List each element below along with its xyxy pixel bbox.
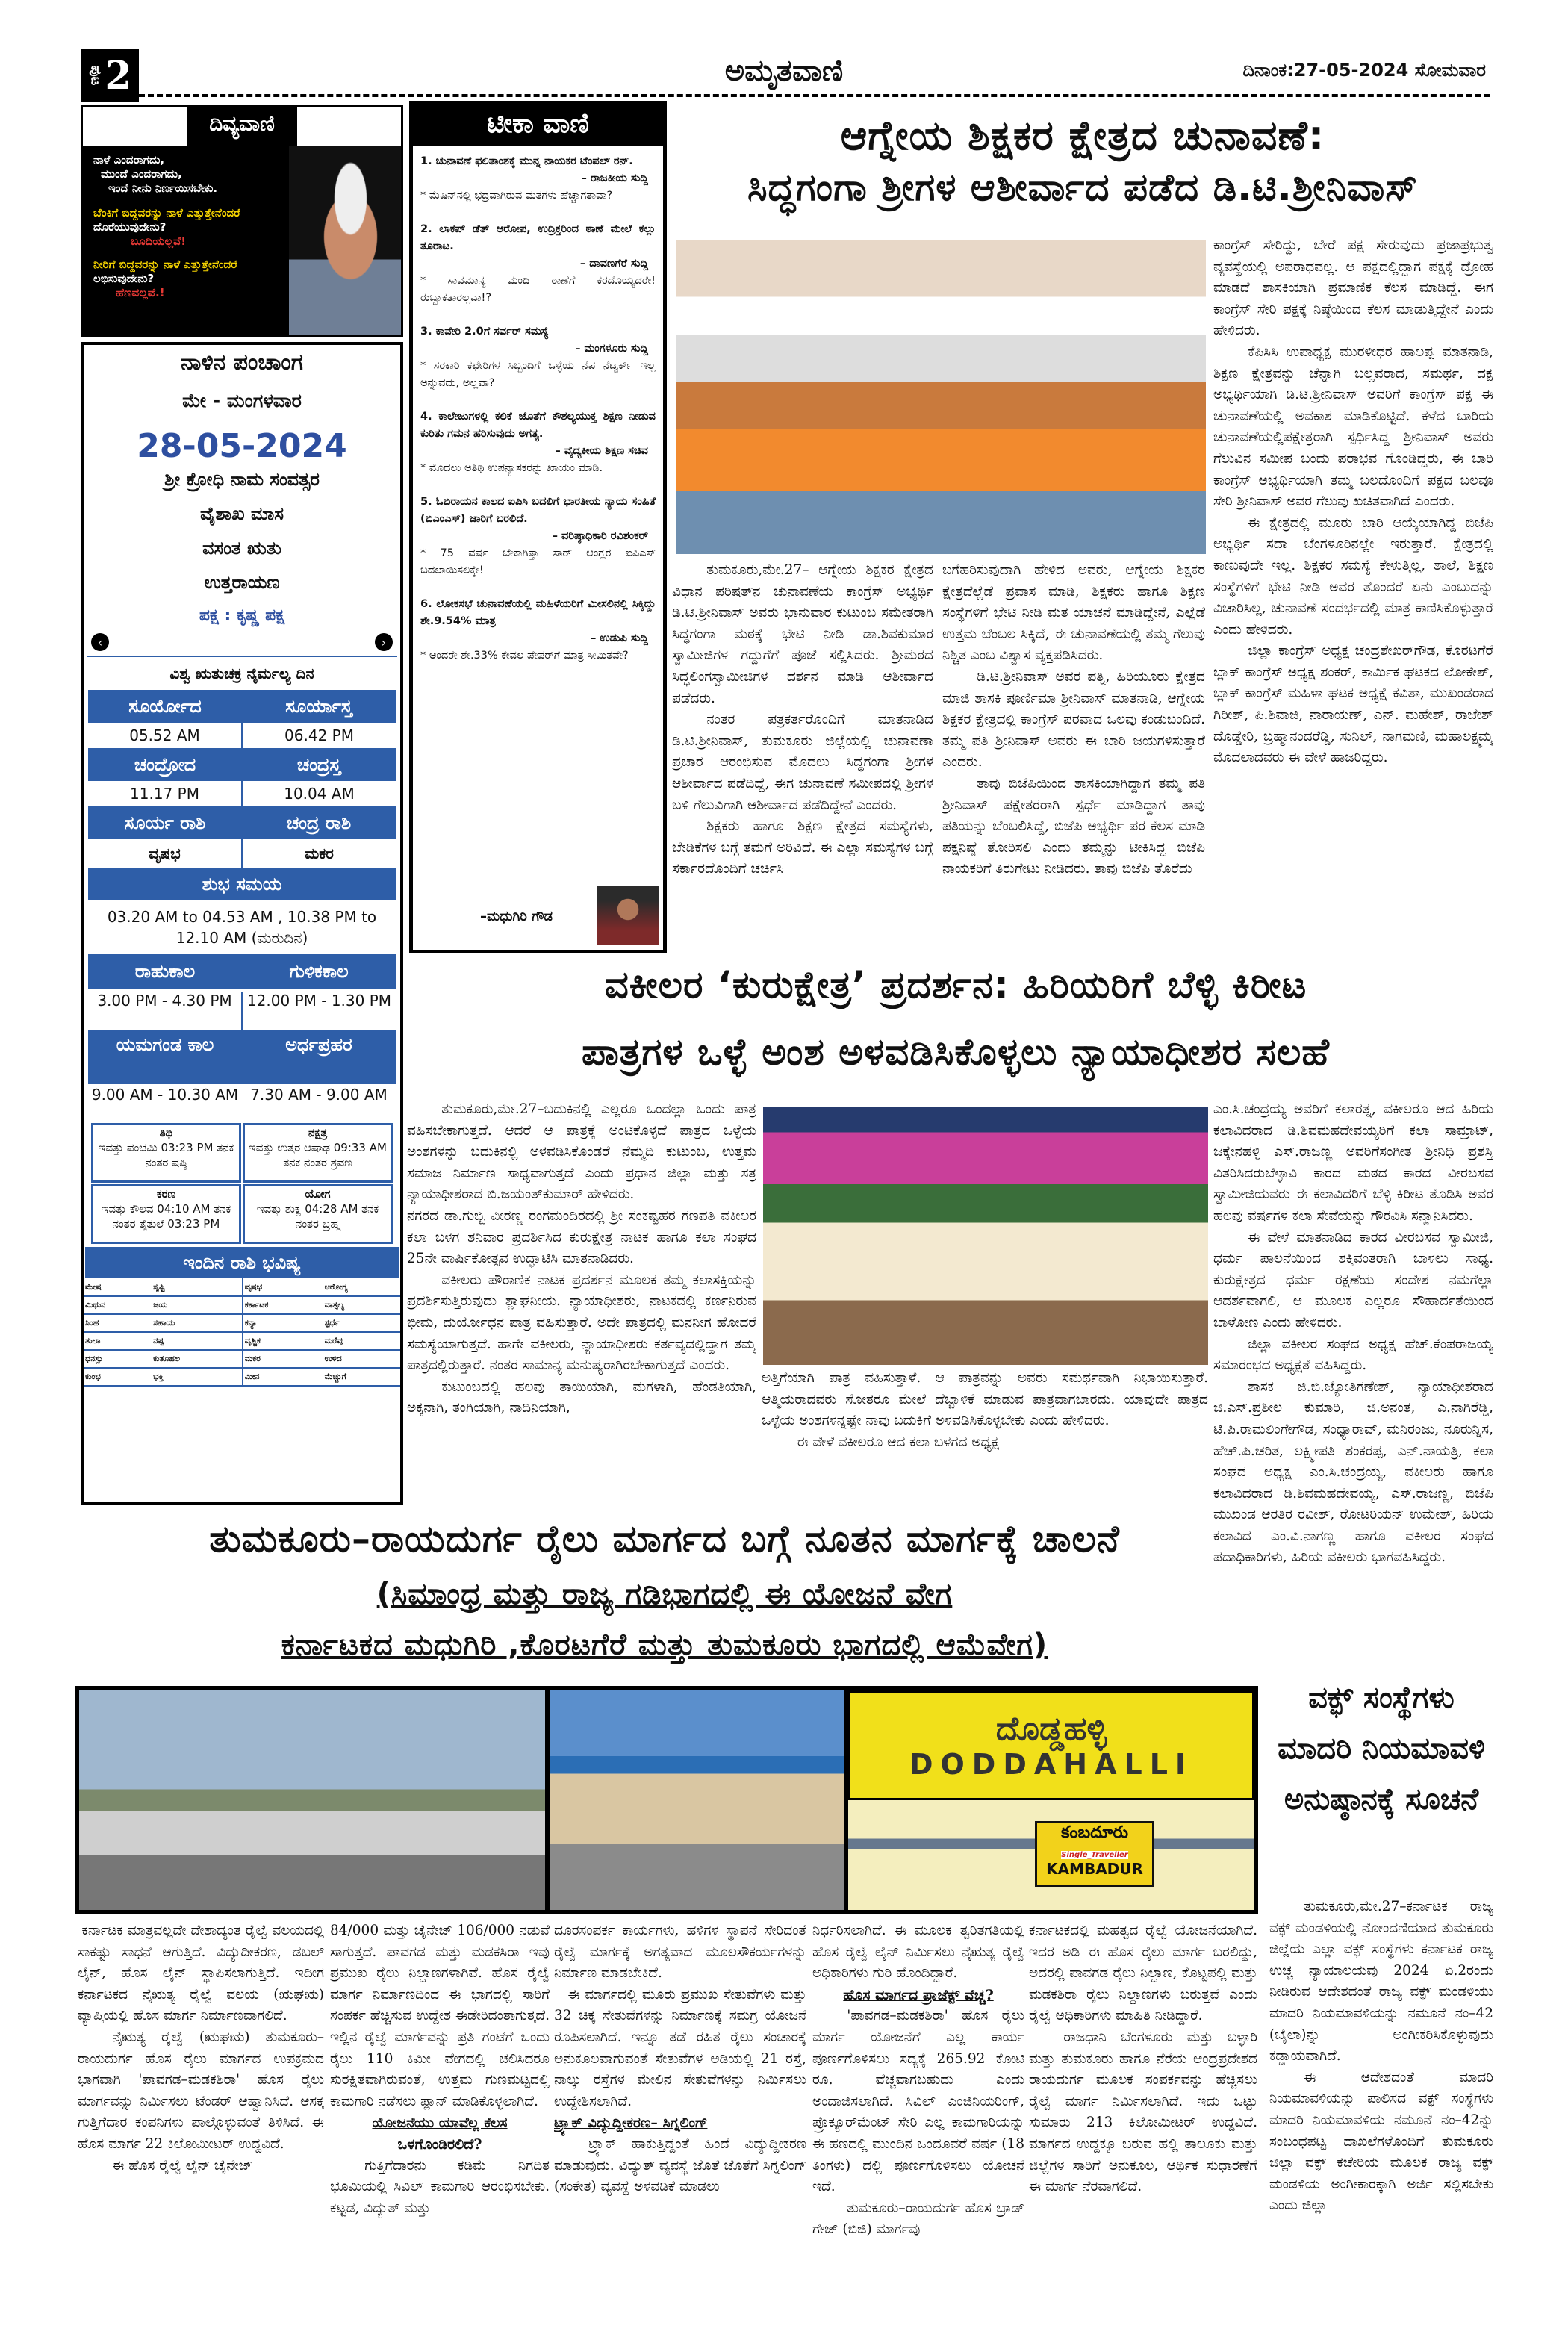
divyavani-title: ದಿವ್ಯವಾಣಿ	[187, 107, 297, 146]
rashi-prediction: ಜಯ	[152, 1296, 243, 1314]
karana-box	[91, 1184, 241, 1244]
quote-line: ಹೆಣವಲ್ಲವೆ.!	[116, 286, 165, 299]
paragraph: ತುಮಕೂರು–ರಾಯದುರ್ಗ ಹೊಸ ಬ್ರಾಡ್ ಗೇಜ್ (ಬಿಜಿ) ಮಾರ್ಗವು	[812, 2200, 1024, 2238]
article2-headline-line1: ವಕೀಲರ ‘ಕುರುಕ್ಷೇತ್ರ’ ಪ್ರದರ್ಶನ: ಹಿರಿಯರಿಗೆ ಬೆಳ್ಳಿ ಕಿರೀಟ	[604, 963, 1307, 1007]
paragraph: ತುಮಕೂರು,ಮೇ.27–ಕರ್ನಾಟಕ ರಾಜ್ಯ ವಕ್ಫ್ ಮಂಡಳಿಯಲ್ಲಿ ನೋಂದಣಿಯಾದ ತುಮಕೂರು ಜಿಲ್ಲೆಯ ಎಲ್ಲಾ ವಕ್ಫ್ ಸಂಸ್ಥೆಗಳು ಕರ್ನಾಟಕ ರಾಜ್ಯ ಉಚ್ಚ ನ್ಯಾಯಾಲಯವು 2024 ಏ.2ರಂದು ನೀಡಿರುವ ಆದೇಶದಂತೆ ರಾಜ್ಯ ವಕ್ಫ್ ಮಂಡಳಿಯು ಮಾದರಿ ನಿಯಮಾವಳಿಯನ್ನು ನಮೂನೆ ನಂ–42 (ಬೈಲಾ)ನ್ನು ಅಂಗೀಕರಿಸಿಕೊಳ್ಳುವುದು ಕಡ್ಡಾಯವಾಗಿದೆ.	[1269, 1899, 1493, 2065]
columnist-photo	[597, 886, 659, 945]
portrait-image	[289, 146, 401, 335]
teeka-news: 2. ಲಾಕಪ್ ಡೆತ್ ಆರೋಪ, ಉದ್ರಿಕ್ತರಿಂದ ಠಾಣೆ ಮೇಲೆ ಕಲ್ಲು ತೂರಾಟ.	[420, 223, 656, 252]
next-arrow-icon[interactable]: ›	[375, 633, 393, 651]
paragraph: ತುಮಕೂರು,ಮೇ.27–ಬದುಕಿನಲ್ಲಿ ಎಲ್ಲರೂ ಒಂದಲ್ಲಾ ಒಂದು ಪಾತ್ರ ವಹಿಸಬೇಕಾಗುತ್ತದೆ. ಆದರೆ ಆ ಪಾತ್ರಕ್ಕೆ ಅಂಟಿಕೊಳ್ಳದೆ ಪಾತ್ರದ ಒಳ್ಳೆಯ ಅಂಶಗಳನ್ನು ಬದುಕಿನಲ್ಲಿ ಅಳವಡಿಸಿಕೊಂಡರೆ ನೆಮ್ಮದಿ ಕುಟುಂಬ, ಉತ್ತಮ ಸಮಾಜ ನಿರ್ಮಾಣ ಸಾಧ್ಯವಾಗುತ್ತದೆ ಎಂದು ಪ್ರಧಾನ ಜಿಲ್ಲಾ ಮತ್ತು ಸತ್ರ ನ್ಯಾಯಾಧೀಶರಾದ ಬಿ.ಜಯಂತ್‌ಕುಮಾರ್ ಹೇಳಿದರು.	[407, 1101, 756, 1203]
header-divider	[139, 94, 1490, 97]
rashi-prediction: ಭಕ್ತಿ	[152, 1368, 243, 1386]
teeka-item	[420, 221, 656, 307]
teeka-source: – ರಾಜಕೀಯ ಸುದ್ದಿ	[581, 172, 648, 184]
previous-arrow-icon[interactable]: ‹	[91, 633, 109, 651]
railway-track-photo	[79, 1690, 545, 1910]
rashi-table	[84, 1278, 400, 1387]
paragraph: ಕಾಂಗ್ರೆಸ್ ಸೇರಿದ್ದು, ಬೇರೆ ಪಕ್ಷ ಸೇರುವುದು ಪ್ರಜಾಪ್ರಭುತ್ವ ವ್ಯವಸ್ಥೆಯಲ್ಲಿ ಅಪರಾಧವಲ್ಲ. ಆ ಪಕ್ಷದಲ್ಲಿದ್ದಾಗ ಪಕ್ಷಕ್ಕೆ ದ್ರೋಹ ಮಾಡದೆ ಶಾಸಕಿಯಾಗಿ ಪ್ರಮಾಣಿಕ ಕೆಲಸ ಮಾಡಿದ್ದೆ. ಈಗ ಕಾಂಗ್ರೆಸ್ ಸೇರಿ ಪಕ್ಷಕ್ಕೆ ನಿಷ್ಠೆಯಿಂದ ಕೆಲಸ ಮಾಡುತ್ತಿದ್ದೇನೆ ಎಂದು ಹೇಳಿದರು.	[1213, 237, 1493, 339]
teeka-comment: * ಮೊದಲು ಅತಿಥಿ ಉಪನ್ಯಾಸಕರನ್ನು ಖಾಯಂ ಮಾಡಿ.	[420, 462, 603, 474]
paragraph: ತುಮಕೂರು,ಮೇ.27– ಆಗ್ನೇಯ ಶಿಕ್ಷಕರ ಕ್ಷೇತ್ರದ ವಿಧಾನ ಪರಿಷತ್‌ನ ಚುನಾವಣೆಯ ಕಾಂಗ್ರೆಸ್ ಅಭ್ಯರ್ಥಿ ಡಿ.ಟಿ.ಶ್ರೀನಿವಾಸ್ ಅವರು ಭಾನುವಾರ ಕುಟುಂಬ ಸಮೇತರಾಗಿ ಸಿದ್ಧಗಂಗಾ ಮಠಕ್ಕೆ ಭೇಟಿ ನೀಡಿ ಡಾ.ಶಿವಕುಮಾರ ಸ್ವಾಮೀಜಿಗಳ ಗದ್ದುಗೆಗೆ ಪೂಜೆ ಸಲ್ಲಿಸಿದರು. ಶ್ರೀಮಠದ ಸಿದ್ಧಲಿಂಗಸ್ವಾಮೀಜಿಗಳ ದರ್ಶನ ಮಾಡಿ ಆಶೀರ್ವಾದ ಪಡೆದರು.	[672, 562, 933, 706]
rashi-prediction: ಸಹಾಯ	[152, 1314, 243, 1332]
article3-headline-line1: ತುಮಕೂರು–ರಾಯದುರ್ಗ ರೈಲು ಮಾರ್ಗದ ಬಗ್ಗೆ ನೂತನ ಮಾರ್ಗಕ್ಕೆ ಚಾಲನೆ	[209, 1517, 1120, 1561]
teeka-news: 6. ಲೋಕಸಭೆ ಚುನಾವಣೆಯಲ್ಲಿ ಮಹಿಳೆಯರಿಗೆ ಮೀಸಲಿನಲ್ಲಿ ಸಿಕ್ಕಿದ್ದು ಶೇ.9.54% ಮಾತ್ರ	[420, 598, 656, 627]
paragraph: ಟ್ರ್ಯಾಕ್ ಹಾಕುತ್ತಿದ್ದಂತೆ ಹಿಂದೆ ವಿದ್ಯುದ್ದೀಕರಣ ಮಾಡುವುದು. ವಿದ್ಯುತ್ ವ್ಯವಸ್ಥೆ ಜೊತೆ ಜೊತೆಗೆ ಸಿಗ್ನಲಿಂಗ್ (ಸಂಕೇತ) ವ್ಯವಸ್ಥೆ ಅಳವಡಿಕೆ ಮಾಡಲು	[554, 2135, 806, 2195]
yoga-box	[243, 1184, 393, 1244]
rashi-name: ವೃಷಭ	[243, 1278, 323, 1296]
nakshatra-value: ಇವತ್ತು ಉತ್ತರ ಆಷಾಢ 09:33 AM ತನಕ ನಂತರ ಶ್ರವಣ	[249, 1141, 387, 1169]
special-day: ವಿಶ್ವ ಋತುಚಕ್ರ ನೈರ್ಮಲ್ಯ ದಿನ	[169, 665, 314, 682]
doddahalli-sign-english: DODDAHALLI	[909, 1748, 1194, 1781]
nakshatra-box	[243, 1123, 393, 1183]
subheading: ಟ್ರ್ಯಾಕ್ ವಿದ್ಯುದ್ದೀಕರಣ– ಸಿಗ್ನಲಿಂಗ್	[554, 2115, 708, 2132]
article1-column-2	[942, 560, 1205, 952]
rashi-bhavishya-title: ಇಂದಿನ ರಾಶಿ ಭವಿಷ್ಯ	[85, 1247, 399, 1278]
yamaganda-time: 9.00 AM - 10.30 AM	[91, 1086, 239, 1104]
page-label: ಪುಟ	[87, 65, 104, 86]
article3-column-2	[330, 1920, 550, 2301]
article1-photo	[676, 240, 1206, 554]
rashi-prediction: ಮರೆವು	[323, 1332, 400, 1350]
paragraph: ರಾಜಧಾನಿ ಬೆಂಗಳೂರು ಮತ್ತು ಬಳ್ಳಾರಿ ಮತ್ತು ತುಮಕೂರು ಹಾಗೂ ನೆರೆಯ ಆಂಧ್ರಪ್ರದೇಶದ ರಾಯದುರ್ಗ ಮೂಲಕ ಸಂಪರ್ಕವನ್ನು ಹೆಚ್ಚಿಸಲು ರೈಲ್ವೆ ಮಾರ್ಗ ನಿರ್ಮಿಸಲಾಗಿದೆ. ಇದು ಒಟ್ಟು ಸುಮಾರು 213 ಕಿಲೋಮೀಟರ್ ಉದ್ದವಿದೆ. ಮಾರ್ಗದ ಉದ್ದಕ್ಕೂ ಬರುವ ಹಲ್ಲಿ ತಾಲೂಕು ಮತ್ತು ಜಿಲ್ಲೆಗಳ ಸಾರಿಗೆ ಅನುಕೂಲ, ಆರ್ಥಿಕ ಸುಧಾರಣೆಗೆ ಈ ಮಾರ್ಗ ನೆರವಾಗಲಿದೆ.	[1029, 2029, 1257, 2195]
page-number: 2	[105, 52, 132, 99]
paragraph: ಕುಟುಂಬದಲ್ಲಿ ಹಲವು ತಾಯಿಯಾಗಿ, ಮಗಳಾಗಿ, ಹೆಂಡತಿಯಾಗಿ, ಅಕ್ಕನಾಗಿ, ತಂಗಿಯಾಗಿ, ನಾದಿನಿಯಾಗಿ,	[407, 1378, 756, 1416]
rashi-prediction: ನಷ್ಟ	[152, 1332, 243, 1350]
ayana: ಉತ್ತರಾಯಣ	[204, 572, 280, 593]
paragraph: ಜಿಲ್ಲಾ ವಕೀಲರ ಸಂಘದ ಅಧ್ಯಕ್ಷ ಹೆಚ್.ಕೆಂಪರಾಜಯ್ಯ ಸಮಾರಂಭದ ಅಧ್ಯಕ್ಷತೆ ವಹಿಸಿದ್ದರು.	[1213, 1336, 1493, 1374]
teeka-news: 3. ಕಾವೇರಿ 2.0ಗೆ ಸರ್ವರ್ ಸಮಸ್ಯೆ	[420, 326, 549, 337]
railway-station-photo	[550, 1690, 844, 1910]
gulikakala-label: ಗುಳಿಕಕಾಲ	[289, 961, 349, 982]
rashi-name: ತುಲಾ	[84, 1332, 152, 1350]
kambadur-signboard	[1035, 1821, 1154, 1887]
quote-line: ಇಂದೆ ನೀನು ನಿರ್ಣಯಿಸಬೇಕು.	[108, 181, 218, 195]
paragraph: ಈ ವೇಳೆ ಮಾತನಾಡಿದ ಕಾರದ ವೀರಬಸವ ಸ್ವಾಮೀಜಿ, ಧರ್ಮ ಪಾಲನೆಯಿಂದ ಶಕ್ತಿವಂತರಾಗಿ ಬಾಳಲು ಸಾಧ್ಯ. ಕುರುಕ್ಷೇತ್ರದ ಧರ್ಮ ರಕ್ಷಣೆಯ ಸಂದೇಶ ನಮಗೆಲ್ಲಾ ಆದರ್ಶವಾಗಲಿ, ಆ ಮೂಲಕ ಎಲ್ಲರೂ ಸೌಹಾರ್ದತೆಯಿಂದ ಬಾಳೋಣ ಎಂದು ಹೇಳಿದರು.	[1213, 1229, 1493, 1331]
surya-rashi-label: ಸೂರ್ಯ ರಾಶಿ	[124, 812, 206, 833]
rashi-prediction: ಉಳಿದ	[323, 1350, 400, 1368]
paragraph: ಶಾಸಕ ಜಿ.ಬಿ.ಜ್ಯೋತಿಗಣೇಶ್, ನ್ಯಾಯಾಧೀಶರಾದ ಜಿ.ಎಸ್.ಪ್ರಶೀಲ ಕುಮಾರಿ, ಜಿ.ಅನಂತ, ಎ.ನಾಗಿರೆಡ್ಡಿ, ಟಿ.ಪಿ.ರಾಮಲಿಂಗೇಗೌಡ, ಸಂಧ್ಯಾರಾವ್, ಮನಿರಂಜು, ನೂರುನ್ನಿಸ, ಹೆಚ್.ಪಿ.ಚರಿತ, ಲಕ್ಷ್ಮೀಪತಿ ಶಂಕರಪ್ಪ, ಎನ್.ನಾಯತ್ರಿ, ಕಲಾ ಸಂಘದ ಅಧ್ಯಕ್ಷ ಎಂ.ಸಿ.ಚಂದ್ರಯ್ಯ, ವಕೀಲರು ಹಾಗೂ ಕಲಾವಿದರಾದ ಡಿ.ಶಿವಮಹದೇವಯ್ಯ, ಎಸ್.ರಾಜಣ್ಣ, ಬಿಜೆಪಿ ಮುಖಂಡ ಆರತಿರ ರವೀಶ್, ರೋಟರಿಯನ್ ಉಮೇಶ್, ಹಿರಿಯ ಕಲಾವಿದ ಎಂ.ವಿ.ನಾಗಣ್ಣ ಹಾಗೂ ವಕೀಲರ ಸಂಘದ ಪದಾಧಿಕಾರಿಗಳು, ಹಿರಿಯ ವಕೀಲರು ಭಾಗವಹಿಸಿದ್ದರು.	[1213, 1378, 1493, 1566]
rashi-name: ಸಿಂಹ	[84, 1314, 152, 1332]
paragraph: 84/000 ಮತ್ತು ಚೈನೇಜ್ 106/000 ನಡುವೆ ಸಾಗುತ್ತದೆ. ಪಾವಗಡ ಮತ್ತು ಮಡಕಸಿರಾ ಇವು ಪ್ರಮುಖ ರೈಲು ನಿಲ್ದಾಣಗಳಾಗಿವೆ. ಹೊಸ ರೈಲ್ವೆ ಮಾರ್ಗ ನಿರ್ಮಾಣದಿಂದ ಈ ಭಾಗದಲ್ಲಿ ಸಾರಿಗೆ ಸಂಪರ್ಕ ಹೆಚ್ಚಿಸುವ ಉದ್ದೇಶ ಈಡೇರಿದಂತಾಗುತ್ತದೆ. ಇಲ್ಲಿನ ರೈಲ್ವೆ ಮಾರ್ಗವನ್ನು ಪ್ರತಿ ಗಂಟೆಗೆ ಒಂದು ರೈಲು 110 ಕಿಮೀ ವೇಗದಲ್ಲಿ ಚಲಿಸಿದರೂ ಸುರಕ್ಷಿತವಾಗಿರುವಂತೆ, ಉತ್ತಮ ಗುಣಮಟ್ಟದಲ್ಲಿ ಕಾಮಗಾರಿ ನಡೆಸಲು ಪ್ಲಾನ್ ಮಾಡಿಕೊಳ್ಳಲಾಗಿದೆ.	[330, 1923, 550, 2109]
rashi-name: ಕರ್ಕಾಟಕ	[243, 1296, 323, 1314]
paragraph: ಈ ಕ್ಷೇತ್ರದಲ್ಲಿ ಮೂರು ಬಾರಿ ಆಯ್ಕೆಯಾಗಿದ್ದ ಬಿಜೆಪಿ ಅಭ್ಯರ್ಥಿ ಸದಾ ಬೆಂಗಳೂರಿನಲ್ಲೇ ಇರುತ್ತಾರೆ. ಕ್ಷೇತ್ರದಲ್ಲಿ ಕಾಣುವುದೇ ಇಲ್ಲ. ಶಿಕ್ಷಕರ ಸಮಸ್ಯೆ ಕೇಳುತ್ತಿಲ್ಲ, ಶಾಲೆ, ಶಿಕ್ಷಣ ಸಂಸ್ಥೆಗಳಿಗೆ ಭೇಟಿ ನೀಡಿ ಅವರ ತೊಂದರೆ ಏನು ಎಂಬುದನ್ನು ವಿಚಾರಿಸಿಲ್ಲ, ಚುನಾವಣೆ ಸಂದರ್ಭದಲ್ಲಿ ಮಾತ್ರ ಕಾಣಿಸಿಕೊಳ್ಳುತ್ತಾರೆ ಎಂದು ಹೇಳಿದರು.	[1213, 514, 1493, 638]
teeka-vaani-box	[409, 101, 667, 953]
chandra-rashi-label: ಚಂದ್ರ ರಾಶಿ	[286, 812, 352, 833]
rashi-name: ಮೀನ	[243, 1368, 323, 1386]
tithi-value: ಇವತ್ತು ಪಂಚಮಿ 03:23 PM ತನಕ ನಂತರ ಷಷ್ಠಿ	[98, 1141, 234, 1169]
rahukala-time: 3.00 PM - 4.30 PM	[88, 992, 243, 1030]
subheading: ಹೊಸ ಮಾರ್ಗದ ಪ್ರಾಜೆಕ್ಟ್ ವೆಚ್ಚ?	[843, 1986, 994, 2003]
rashi-row	[84, 1314, 400, 1332]
sunset-time: 06.42 PM	[284, 727, 354, 744]
teeka-item	[420, 494, 656, 579]
sunrise-label: ಸೂರ್ಯೋದ	[128, 696, 202, 717]
masa: ವೈಶಾಖ ಮಾಸ	[200, 503, 284, 524]
teeka-comment: * ಅಂದರೇ ಶೇ.33% ಕೇವಲ ಪೇಪರ್‌ಗೆ ಮಾತ್ರ ಸೀಮಿತವೇ?	[420, 650, 629, 662]
paragraph: ದೂರಸಂಪರ್ಕ ಕಾರ್ಯಗಳು, ಹಳಿಗಳ ಸ್ಥಾಪನೆ ಸೇರಿದಂತೆ ರೈಲ್ವೆ ಮಾರ್ಗಕ್ಕೆ ಅಗತ್ಯವಾದ ಮೂಲಸೌಕರ್ಯಗಳನ್ನು ನಿರ್ಮಾಣ ಮಾಡಬೇಕಿದೆ.	[554, 1923, 806, 1982]
teeka-news: 1. ಚುನಾವಣೆ ಫಲಿತಾಂಶಕ್ಕೆ ಮುನ್ನ ನಾಯಕರ ಟೆಂಪಲ್ ರನ್.	[420, 155, 633, 167]
article3-headline-line2: (ಸಿಮಾಂಧ್ರ ಮತ್ತು ರಾಜ್ಯ ಗಡಿಭಾಗದಲ್ಲಿ ಈ ಯೋಜನೆ ವೇಗ	[376, 1577, 953, 1611]
surya-rashi: ವೃಷಭ	[88, 839, 243, 868]
paragraph: ಈ ವೇಳೆ ವಕೀಲರೂ ಆದ ಕಲಾ ಬಳಗದ ಅಧ್ಯಕ್ಷ	[796, 1434, 1000, 1450]
panchanga-date: 28-05-2024	[137, 427, 347, 465]
moonrise-time: 11.17 PM	[88, 781, 243, 806]
paragraph: ಈ ಆದೇಶದಂತೆ ಮಾದರಿ ನಿಯಮಾವಳಿಯನ್ನು ಪಾಲಿಸದ ವಕ್ಫ್ ಸಂಸ್ಥೆಗಳು ಮಾದರಿ ನಿಯಮಾವಳಿಯ ನಮೂನೆ ನಂ–42ನ್ನು ಸಂಬಂಧಪಟ್ಟ ದಾಖಲೆಗಳೊಂದಿಗೆ ತುಮಕೂರು ಜಿಲ್ಲಾ ವಕ್ಫ್ ಕಚೇರಿಯ ಮೂಲಕ ರಾಜ್ಯ ವಕ್ಫ್ ಮಂಡಳಿಯ ಅಂಗೀಕಾರಕ್ಕಾಗಿ ಅರ್ಜಿ ಸಲ್ಲಿಸಬೇಕು ಎಂದು ಜಿಲ್ಲಾ	[1269, 2069, 1493, 2214]
sunset-label: ಸೂರ್ಯಾಸ್ತ	[285, 696, 352, 717]
quote-line: ಬೂದಿಯಲ್ಲವೆ!	[131, 234, 187, 248]
article2-column-3	[1213, 1099, 1493, 1659]
karana-value: ಇವತ್ತು ಕೌಲವ 04:10 AM ತನಕ ನಂತರ ತೈತುಲೆ 03:23 PM	[101, 1202, 231, 1231]
rashi-prediction: ಕುತೂಹಲ	[152, 1350, 243, 1368]
article3-column-3	[554, 1920, 806, 2301]
rashi-prediction: ಸೃಷ್ಟಿ	[152, 1278, 243, 1296]
paragraph: ಎಂ.ಸಿ.ಚಂದ್ರಯ್ಯ ಅವರಿಗೆ ಕಲಾರತ್ನ, ವಕೀಲರೂ ಆದ ಹಿರಿಯ ಕಲಾವಿದರಾದ ಡಿ.ಶಿವಮಹದೇವಯ್ಯರಿಗೆ ಕಲಾ ಸಾಮ್ರಾಟ್, ಜಕ್ಕೇನಹಳ್ಳಿ ಎಸ್.ರಾಜಣ್ಣ ಅವರಿಗೆಸಂಗೀತ ಶ್ರೀನಿಧಿ ಪ್ರಶಸ್ತಿ ವಿತರಿಸಿದರುಬೆಳ್ಳಾವಿ ಕಾರದ ಮಠದ ಕಾರದ ವೀರಬಸವ ಸ್ವಾಮೀಜಿಯವರು ಈ ಕಲಾವಿದರಿಗೆ ಬೆಳ್ಳಿ ಕಿರೀಟ ತೊಡಿಸಿ ಅವರ ಹಲವು ವರ್ಷಗಳ ಕಲಾ ಸೇವೆಯನ್ನು ಗೌರವಿಸಿ ಸನ್ಮಾನಿಸಿದರು.	[1213, 1101, 1493, 1224]
teeka-comment: * ಮೆಷಿನ್‌ನಲ್ಲಿ ಭದ್ರವಾಗಿರುವ ಮತಗಳು ಹೆಚ್ಚಾಗತಾವಾ?	[420, 190, 613, 202]
moonset-label: ಚಂದ್ರಸ್ತ	[296, 754, 341, 775]
paragraph: ಶಿಕ್ಷಕರು ಹಾಗೂ ಶಿಕ್ಷಣ ಕ್ಷೇತ್ರದ ಸಮಸ್ಯೆಗಳು, ಬೇಡಿಕೆಗಳ ಬಗ್ಗೆ ತಮಗೆ ಅರಿವಿದೆ. ಈ ಎಲ್ಲಾ ಸಮಸ್ಯೆಗಳ ಬಗ್ಗೆ ಸರ್ಕಾರದೊಂದಿಗೆ ಚರ್ಚಿಸಿ	[672, 818, 933, 877]
teeka-source: – ಮಂಗಳೂರು ಸುದ್ದಿ	[575, 343, 648, 355]
rashi-name: ಕನ್ಯಾ	[243, 1314, 323, 1332]
ardhaprahara-time: 7.30 AM - 9.00 AM	[250, 1086, 388, 1104]
panchanga-title: ನಾಳಿನ ಪಂಚಾಂಗ	[181, 349, 303, 376]
yoga-value: ಇವತ್ತು ಶುಕ್ಲ 04:28 AM ತನಕ ನಂತರ ಬ್ರಹ್ಮ	[256, 1202, 379, 1231]
tithi-label: ತಿಥಿ	[159, 1126, 173, 1139]
paragraph: ನೈಋತ್ಯ ರೈಲ್ವೆ (ಋಘಋ) ತುಮಕೂರು–ರಾಯದುರ್ಗ ಹೊಸ ರೈಲು ಮಾರ್ಗದ ಉಪಕ್ರಮದ ಭಾಗವಾಗಿ 'ಪಾವಗಡ–ಮಡಕಶಿರಾ' ಹೊಸ ರೈಲು ಮಾರ್ಗವನ್ನು ನಿರ್ಮಿಸಲು ಟೆಂಡರ್ ಆಹ್ವಾನಿಸಿದೆ. ಆಸಕ್ತ ಗುತ್ತಿಗೆದಾರ ಕಂಪನಿಗಳು ಪಾಲ್ಗೊಳ್ಳುವಂತೆ ತಿಳಿಸಿದೆ. ಈ ಹೊಸ ಮಾರ್ಗ 22 ಕಿಲೋಮೀಟರ್ ಉದ್ದವಿದೆ.	[78, 2029, 324, 2152]
paragraph: 'ಪಾವಗಡ–ಮಡಕಶಿರಾ' ಹೊಸ ರೈಲು ಮಾರ್ಗ ಯೋಜನೆಗೆ ಎಲ್ಲ ಕಾರ್ಯ ಪೂರ್ಣಗೊಳಿಸಲು ಸದ್ಯಕ್ಕೆ 265.92 ಕೋಟಿ ರೂ. ವೆಚ್ಚವಾಗಬಹುದು ಎಂದು ಅಂದಾಜಿಸಲಾಗಿದೆ. ಸಿವಿಲ್ ಎಂಜಿನಿಯರಿಂಗ್, ಪ್ರೊಕ್ಯೂರ್‌ಮೆಂಟ್ ಸೇರಿ ಎಲ್ಲ ಕಾಮಗಾರಿಯನ್ನು ಈ ಹಣದಲ್ಲಿ ಮುಂದಿನ ಒಂದೂವರೆ ವರ್ಷ (18 ತಿಂಗಳು) ದಲ್ಲಿ ಪೂರ್ಣಗೊಳಿಸಲು ಯೋಚನೆ ಇದೆ.	[812, 2008, 1024, 2195]
paragraph: ಈ ಹೊಸ ರೈಲ್ವೆ ಲೈನ್ ಚೈನೇಜ್	[112, 2157, 253, 2174]
teeka-news: 5. ಓಬಿರಾಯನ ಕಾಲದ ಐಪಿಸಿ ಬದಲಿಗೆ ಭಾರತೀಯ ನ್ಯಾಯ ಸಂಹಿತೆ (ಬಿಎಂಎಸ್) ಜಾರಿಗೆ ಬರಲಿದೆ.	[420, 496, 656, 525]
teeka-item	[420, 596, 656, 665]
article1-headline-line2: ಸಿದ್ಧಗಂಗಾ ಶ್ರೀಗಳ ಆಶೀರ್ವಾದ ಪಡೆದ ಡಿ.ಟಿ.ಶ್ರೀನಿವಾಸ್	[747, 166, 1419, 209]
teeka-comment: * 75 ವರ್ಷ ಬೇಕಾಗಿತ್ತಾ ಸಾರ್ ಆಂಗ್ಲರ ಐಪಿಎಸ್ ಬದಲಾಯಿಸಲಿಕ್ಕೇ!	[420, 547, 656, 576]
karana-label: ಕರಣ	[156, 1187, 176, 1201]
divyavani-quote	[93, 153, 317, 300]
teeka-vaani-title: ಟೀಕಾ ವಾಣಿ	[413, 105, 663, 146]
paragraph: ನಗರದ ಡಾ.ಗುಬ್ಬಿ ವೀರಣ್ಣ ರಂಗಮಂದಿರದಲ್ಲಿ ಶ್ರೀ ಸಂಕಷ್ಟಹರ ಗಣಪತಿ ವಕೀಲರ ಕಲಾ ಬಳಗ ಶನಿವಾರ ಪ್ರದರ್ಶಿಸಿದ ಕುರುಕ್ಷೇತ್ರ ನಾಟಕ ಹಾಗೂ ಕಲಾ ಸಂಘದ 25ನೇ ವಾರ್ಷಿಕೋತ್ಸವ ಉದ್ಘಾಟಿಸಿ ಮಾತನಾಡಿದರು.	[407, 1207, 756, 1267]
paksha: ಪಕ್ಷ : ಕೃಷ್ಣ ಪಕ್ಷ	[199, 606, 285, 625]
paragraph: ಕೆಪಿಸಿಸಿ ಉಪಾಧ್ಯಕ್ಷ ಮುರಳೀಧರ ಹಾಲಪ್ಪ ಮಾತನಾಡಿ, ಶಿಕ್ಷಣ ಕ್ಷೇತ್ರವನ್ನು ಚೆನ್ನಾಗಿ ಬಲ್ಲವರಾದ, ಸಮರ್ಥ, ದಕ್ಷ ಅಭ್ಯರ್ಥಿಯಾಗಿ ಡಿ.ಟಿ.ಶ್ರೀನಿವಾಸ್ ಅವರಿಗೆ ಕಾಂಗ್ರೆಸ್ ಪಕ್ಷ ಈ ಚುನಾವಣೆಯಲ್ಲಿ ಅವಕಾಶ ಮಾಡಿಕೊಟ್ಟಿದೆ. ಕಳೆದ ಬಾರಿಯ ಚುನಾವಣೆಯಲ್ಲಿಪಕ್ಷೇತ್ರರಾಗಿ ಸ್ಪರ್ಧಿಸಿದ್ದ ಶ್ರೀನಿವಾಸ್ ಅವರು ಗೆಲುವಿನ ಸಮೀಪ ಬಂದು ಪರಾಭವ ಗೊಂಡಿದ್ದರು, ಈ ಬಾರಿ ಕಾಂಗ್ರೆಸ್ ಅಭ್ಯರ್ಥಿಯಾಗಿ ತಮ್ಮ ಬಲದೊಂದಿಗೆ ಪಕ್ಷದ ಬಲವೂ ಸೇರಿ ಶ್ರೀನಿವಾಸ್ ಅವರ ಗೆಲುವು ಖಚಿತವಾಗಿದೆ ಎಂದರು.	[1213, 343, 1493, 510]
paragraph: ಡಿ.ಟಿ.ಶ್ರೀನಿವಾಸ್ ಅವರ ಪತ್ನಿ, ಹಿರಿಯೂರು ಕ್ಷೇತ್ರದ ಮಾಜಿ ಶಾಸಕಿ ಪೂರ್ಣಿಮಾ ಶ್ರೀನಿವಾಸ್ ಮಾತನಾಡಿ, ಆಗ್ನೇಯ ಶಿಕ್ಷಕರ ಕ್ಷೇತ್ರದಲ್ಲಿ ಕಾಂಗ್ರೆಸ್ ಪರವಾದ ಒಲವು ಕಂಡುಬಂದಿದೆ. ತಮ್ಮ ಪತಿ ಶ್ರೀನಿವಾಸ್ ಅವರು ಈ ಬಾರಿ ಜಯಗಳಿಸುತ್ತಾರೆ ಎಂದರು.	[942, 668, 1205, 771]
teeka-news: 4. ಕಾಲೇಜುಗಳಲ್ಲಿ ಕಲಿಕೆ ಜೊತೆಗೆ ಕೌಶಲ್ಯಯುಕ್ತ ಶಿಕ್ಷಣ ನೀಡುವ ಕುರಿತು ಗಮನ ಹರಿಸುವುದು ಅಗತ್ಯ.	[420, 411, 656, 440]
yamaganda-label: ಯಮಗಂಡ ಕಾಲ	[116, 1034, 214, 1055]
paragraph: ನಂತರ ಪತ್ರಕರ್ತರೊಂದಿಗೆ ಮಾತನಾಡಿದ ಡಿ.ಟಿ.ಶ್ರೀನಿವಾಸ್, ತುಮಕೂರು ಜಿಲ್ಲೆಯಲ್ಲಿ ಚುನಾವಣಾ ಪ್ರಚಾರ ಆರಂಭಿಸುವ ಮೊದಲು ಸಿದ್ಧಗಂಗಾ ಶ್ರೀಗಳ ಆಶೀರ್ವಾದ ಪಡೆದಿದ್ದೆ, ಈಗ ಚುನಾವಣೆ ಸಮೀಪದಲ್ಲಿ ಶ್ರೀಗಳ ಬಳಿ ಗೆಲುವಿಗಾಗಿ ಆಶೀರ್ವಾದ ಪಡೆದಿದ್ದೇನೆ ಎಂದರು.	[672, 712, 933, 813]
teeka-item	[420, 323, 656, 392]
photo-watermark: Single_Traveller	[1061, 1851, 1128, 1859]
rashi-name: ವೃಶ್ಚಿಕ	[243, 1332, 323, 1350]
samvatsara: ಶ್ರೀ ಕ್ರೋಧಿ ನಾಮ ಸಂವತ್ಸರ	[164, 469, 320, 490]
article2-column-2	[762, 1368, 1208, 1506]
paragraph: ಜಿಲ್ಲಾ ಕಾಂಗ್ರೆಸ್ ಅಧ್ಯಕ್ಷ ಚಂದ್ರಶೇಖರ್‌ಗೌಡ, ಕೊರಟಗೆರೆ ಬ್ಲಾಕ್ ಕಾಂಗ್ರೆಸ್ ಅಧ್ಯಕ್ಷ ಶಂಕರ್, ಕಾರ್ಮಿಕ ಘಟಕದ ಲೋಕೇಶ್, ಬ್ಲಾಕ್ ಕಾಂಗ್ರೆಸ್ ಮಹಿಳಾ ಘಟಕ ಅಧ್ಯಕ್ಷೆ ಕವಿತಾ, ಮುಖಂಡರಾದ ಗಿರೀಶ್, ಪಿ.ಶಿವಾಜಿ, ನಾರಾಯಣ್, ಎನ್. ಮಹೇಶ್, ರಾಜೇಶ್ ದೊಡ್ಡೇರಿ, ಬ್ರಹ್ಮಾನಂದರೆಡ್ಡಿ, ಸುನಿಲ್, ನಾಗಮಣಿ, ಮಹಾಲಕ್ಷ್ಮಮ್ಮ ಮೊದಲಾದವರು ಈ ವೇಳೆ ಹಾಜರಿದ್ದರು.	[1213, 643, 1493, 766]
rashi-name: ಧನಸ್ಸು	[84, 1350, 152, 1368]
teeka-source: – ಉಡುಪಿ ಸುದ್ದಿ	[591, 632, 648, 644]
rashi-name: ಮಿಥುನ	[84, 1296, 152, 1314]
kambadur-sign-english: KAMBADUR	[1046, 1860, 1143, 1878]
article3-column-1	[78, 1920, 324, 2301]
rashi-prediction: ಸ್ಪರ್ಧೆ	[323, 1314, 400, 1332]
gulikakala-time: 12.00 PM - 1.30 PM	[246, 992, 392, 1009]
rashi-name: ಮೇಷ	[84, 1278, 152, 1296]
paragraph: ಅತ್ತಿಗೆಯಾಗಿ ಪಾತ್ರ ವಹಿಸುತ್ತಾಳೆ. ಆ ಪಾತ್ರವನ್ನು ಅವರು ಸಮರ್ಥವಾಗಿ ನಿಭಾಯಿಸುತ್ತಾರೆ. ಆತ್ಮಿಯರಾದವರು ಸೋತರೂ ಮೇಲೆ ದೆಬ್ಬಾಳಿಕೆ ಮಾಡುವ ಪಾತ್ರವಾಗಬಾರದು. ಯಾವುದೇ ಪಾತ್ರದ ಒಳ್ಳೆಯ ಅಂಶಗಳನ್ನಷ್ಟೇ ನಾವು ಬದುಕಿಗೆ ಅಳವಡಿಸಿಕೊಳ್ಳಬೇಕು ಎಂದು ಹೇಳಿದರು.	[762, 1370, 1208, 1429]
rashi-row	[84, 1368, 400, 1386]
article1-headline-line1: ಆಗ್ನೇಯ ಶಿಕ್ಷಕರ ಕ್ಷೇತ್ರದ ಚುನಾವಣೆ:	[840, 112, 1325, 159]
rahukala-label: ರಾಹುಕಾಲ	[134, 961, 196, 982]
columnist-signature: –ಮಧುಗಿರಿ ಗೌಡ	[480, 909, 553, 924]
page-number-badge	[81, 49, 139, 102]
article2-column-1	[407, 1099, 756, 1506]
rashi-prediction: ವಾತ್ಸಲ್ಯ	[323, 1296, 400, 1314]
article4-body	[1269, 1897, 1493, 2301]
teeka-source: – ದಾವಣಗೆರೆ ಸುದ್ದಿ	[579, 258, 648, 270]
article3-column-5	[1029, 1920, 1257, 2301]
paragraph: ಕರ್ನಾಟಕದಲ್ಲಿ ಮಹತ್ವದ ರೈಲ್ವೆ ಯೋಜನೆಯಾಗಿದೆ. ಇದರ ಅಡಿ ಈ ಹೊಸ ರೈಲು ಮಾರ್ಗ ಬರಲಿದ್ದು, ಅದರಲ್ಲಿ ಪಾವಗಡ ರೈಲು ನಿಲ್ದಾಣ, ಕೊಟ್ಟಪಲ್ಲಿ ಮತ್ತು ಮಡಕಶಿರಾ ರೈಲು ನಿಲ್ದಾಣಗಳು ಬರುತ್ತವೆ ಎಂದು ರೈಲ್ವೆ ಅಧಿಕಾರಿಗಳು ಮಾಹಿತಿ ನೀಡಿದ್ದಾರೆ.	[1029, 1923, 1257, 2024]
kambadur-sign-telugu: కంబదూరు	[1060, 1823, 1129, 1842]
rashi-name: ಕುಂಭ	[84, 1368, 152, 1386]
ardhaprahara-label: ಅರ್ಧಪ್ರಹರ	[285, 1034, 352, 1055]
shubha-time: 03.20 AM to 04.53 AM , 10.38 PM to 12.10 AM (ಮರುದಿನ)	[107, 908, 377, 947]
shubha-label: ಶುಭ ಸಮಯ	[88, 868, 396, 900]
rashi-row	[84, 1332, 400, 1350]
moonset-time: 10.04 AM	[284, 785, 355, 803]
tithi-box	[91, 1123, 241, 1183]
rashi-prediction: ಮೆಚ್ಚುಗೆ	[323, 1368, 400, 1386]
doddahalli-sign-kannada: ದೊಡ್ಡಹಳ್ಳಿ	[995, 1710, 1107, 1748]
rashi-row	[84, 1350, 400, 1368]
teeka-comment: * ಸರಕಾರಿ ಕಛೇರಿಗಳ ಸಿಬ್ಬಂದಿಗೆ ಒಳ್ಳೆಯ ನೆಪ ನೆಟ್ವರ್ಕ್ ಇಲ್ಲ ಅನ್ನುವದು, ಅಲ್ಲವಾ?	[420, 360, 656, 389]
paragraph: ಈ ಮಾರ್ಗದಲ್ಲಿ ಮೂರು ಪ್ರಮುಖ ಸೇತುವೆಗಳು ಮತ್ತು 32 ಚಿಕ್ಕ ಸೇತುವೆಗಳನ್ನು ನಿರ್ಮಾಣಕ್ಕೆ ಸಮಗ್ರ ಯೋಜನೆ ರೂಪಿಸಲಾಗಿದೆ. ಇನ್ನೂ ತಡೆ ರಹಿತ ರೈಲು ಸಂಚಾರಕ್ಕೆ ಅನುಕೂಲವಾಗುವಂತೆ ಸೇತುವೆಗಳ ಅಡಿಯಲ್ಲಿ 21 ರಸ್ತೆ, ನಾಲ್ಕು ರಸ್ತೆಗಳ ಮೇಲಿನ ಸೇತುವೆಗಳನ್ನು ನಿರ್ಮಿಸಲು ಉದ್ದೇಶಿಸಲಾಗಿದೆ.	[554, 1986, 806, 2109]
station-signboards-photo	[848, 1690, 1254, 1910]
quote-line: ಬೆಂಕಿಗೆ ಬಿದ್ದವರನ್ನು ನಾಳೆ ಎತ್ತುತ್ತೇನೆಂದರೆ	[93, 206, 240, 220]
quote-line: ನಾಳೆ ಎಂದರಾಗದು,	[93, 153, 165, 167]
teeka-source: – ವರಿಷ್ಠಾಧಿಕಾರಿ ರವಿಶಂಕರ್	[552, 530, 648, 542]
teeka-item	[420, 153, 656, 205]
newspaper-title: ಅಮೃತವಾಣಿ	[724, 54, 844, 88]
rashi-prediction: ಆರೋಗ್ಯ	[323, 1278, 400, 1296]
yoga-label: ಯೋಗ	[305, 1187, 331, 1201]
moonrise-label: ಚಂದ್ರೋದ	[134, 754, 196, 775]
paragraph: ವಕೀಲರು ಪೌರಾಣಿಕ ನಾಟಕ ಪ್ರದರ್ಶನ ಮೂಲಕ ತಮ್ಮ ಕಲಾಸಕ್ತಿಯನ್ನು ಪ್ರದರ್ಶಿಸುತ್ತಿರುವುದು ಶ್ಲಾಘನೀಯ. ನ್ಯಾಯಾಧೀಶರು, ನಾಟಕದಲ್ಲಿ ಕರ್ಣನಿರುವ ಭೀಮ, ದುರ್ಯೋಧನ ಪಾತ್ರ ವಹಿಸುತ್ತಾರೆ. ಅದೇ ಪಾತ್ರದಲ್ಲಿ ಮನನೀಗ ಹೋದರೆ ಸಮಸ್ಯೆಯಾಗುತ್ತದೆ. ಹಾಗೇ ವಕೀಲರು, ನ್ಯಾಯಾಧೀಶರು ಕರ್ತವ್ಯದಲ್ಲಿದ್ದಾಗ ತಮ್ಮ ಪಾತ್ರದಲ್ಲಿರುತ್ತಾರೆ. ನಂತರ ಸಾಮಾನ್ಯ ಮನುಷ್ಯರಾಗಿರಬೇಕಾಗುತ್ತದೆ ಎಂದರು.	[407, 1272, 756, 1374]
paragraph: ಕರ್ನಾಟಕ ಮಾತ್ರವಲ್ಲದೇ ದೇಶಾದ್ಯಂತ ರೈಲ್ವೆ ವಲಯದಲ್ಲಿ ಸಾಕಷ್ಟು ಸಾಧನೆ ಆಗುತ್ತಿದೆ. ವಿದ್ಯುದೀಕರಣ, ಡಬಲ್ ಲೈನ್, ಹೊಸ ಲೈನ್ ಸ್ಥಾಪಿಸಲಾಗುತ್ತಿದೆ. ಇದೀಗ ಕರ್ನಾಟಕದ ನೈಋತ್ಯ ರೈಲ್ವೆ ವಲಯ (ಋಘಋ) ವ್ಯಾಪ್ತಿಯಲ್ಲಿ ಹೊಸ ಮಾರ್ಗ ನಿರ್ಮಾಣವಾಗಲಿದೆ.	[78, 1923, 324, 2024]
quote-line: ನೀರಿಗೆ ಬಿದ್ದವರನ್ನು ನಾಳೆ ಎತ್ತುತ್ತೇನೆಂದರೆ	[93, 258, 237, 271]
paragraph: ನಿರ್ಧರಿಸಲಾಗಿದೆ. ಈ ಮೂಲಕ ತ್ವರಿತಗತಿಯಲ್ಲಿ ಹೊಸ ರೈಲ್ವೆ ಲೈನ್ ನಿರ್ಮಿಸಲು ನೈಋತ್ಯ ರೈಲ್ವೆ ಅಧಿಕಾರಿಗಳು ಗುರಿ ಹೊಂದಿದ್ದಾರೆ.	[812, 1923, 1024, 1982]
rashi-name: ಮಕರ	[243, 1350, 323, 1368]
teeka-source: – ವೈದ್ಯಕೀಯ ಶಿಕ್ಷಣ ಸಚಿವ	[555, 445, 648, 457]
divyavani-box	[81, 105, 403, 337]
article2-photo	[763, 1107, 1208, 1365]
quote-line: ಮುಂದೆ ಎಂದರಾಗದು,	[101, 167, 182, 181]
rutu: ವಸಂತ ಋತು	[202, 538, 281, 559]
paragraph: ತಾವು ಬಿಜೆಪಿಯಿಂದ ಶಾಸಕಿಯಾಗಿದ್ದಾಗ ತಮ್ಮ ಪತಿ ಶ್ರೀನಿವಾಸ್ ಪಕ್ಷೇತರರಾಗಿ ಸ್ಪರ್ಧೆ ಮಾಡಿದ್ದಾಗ ತಾವು ಪತಿಯನ್ನು ಬೆಂಬಲಿಸಿದ್ದೆ, ಬಿಜೆಪಿ ಅಭ್ಯರ್ಥಿ ಪರ ಕೆಲಸ ಮಾಡಿ ಪಕ್ಷನಿಷ್ಠೆ ತೋರಿಸಲಿ ಎಂದು ತಮ್ಮನ್ನು ಟೀಕಿಸಿದ್ದ ಬಿಜೆಪಿ ನಾಯಕರಿಗೆ ತಿರುಗೇಟು ನೀಡಿದರು. ತಾವು ಬಿಜೆಪಿ ತೊರೆದು	[942, 775, 1205, 877]
article4-headline: ವಕ್ಫ್ ಸಂಸ್ಥೆಗಳು ಮಾದರಿ ನಿಯಮಾವಳಿ ಅನುಷ್ಠಾನಕ್ಕೆ ಸೂಚನೆ	[1278, 1681, 1485, 1817]
rashi-row	[84, 1296, 400, 1314]
article1-column-3	[1213, 235, 1493, 952]
article3-headline-line3: ಕರ್ನಾಟಕದ ಮಧುಗಿರಿ ,ಕೊರಟಗೆರೆ ಮತ್ತು ತುಮಕೂರು ಭಾಗದಲ್ಲಿ ಆಮೆವೇಗ)	[281, 1628, 1048, 1662]
teeka-comment: * ಸಾವಮಾನ್ಯ ಮಂದಿ ಠಾಣೆಗೆ ಕರದೊಯ್ಯದರೇ! ರುಬ್ಬಾಕತಾರಲ್ಲವಾ!?	[420, 275, 656, 304]
chandra-rashi: ಮಕರ	[305, 844, 334, 862]
paragraph: ಬಗೆಹರಿಸುವುದಾಗಿ ಹೇಳಿದ ಅವರು, ಆಗ್ನೇಯ ಶಿಕ್ಷಕರ ಕ್ಷೇತ್ರದೆಲ್ಲೆಡೆ ಪ್ರವಾಸ ಮಾಡಿ, ಶಿಕ್ಷಕರು ಹಾಗೂ ಶಿಕ್ಷಣ ಸಂಸ್ಥೆಗಳಿಗೆ ಭೇಟಿ ನೀಡಿ ಮತ ಯಾಚನೆ ಮಾಡಿದ್ದೇನೆ, ಎಲ್ಲೆಡೆ ಉತ್ತಮ ಬೆಂಬಲ ಸಿಕ್ಕಿದೆ, ಈ ಚುನಾವಣೆಯಲ್ಲಿ ತಮ್ಮ ಗೆಲುವು ನಿಶ್ಚಿತ ಎಂಬ ವಿಶ್ವಾಸ ವ್ಯಕ್ತಪಡಿಸಿದರು.	[942, 562, 1205, 664]
quote-line: ಲಭಿಸುವುದೇನು?	[93, 272, 155, 285]
rashi-row	[84, 1278, 400, 1296]
panchanga-day: ಮೇ - ಮಂಗಳವಾರ	[182, 390, 302, 411]
article2-headline-line2: ಪಾತ್ರಗಳ ಒಳ್ಳೆ ಅಂಶ ಅಳವಡಿಸಿಕೊಳ್ಳಲು ನ್ಯಾಯಾಧೀಶರ ಸಲಹೆ	[582, 1030, 1330, 1074]
quote-line: ದೊರೆಯುವುದೇನು?	[93, 220, 167, 234]
article1-column-1	[672, 560, 933, 952]
article3-column-4	[812, 1920, 1024, 2301]
paragraph: ಗುತ್ತಿಗೆದಾರನು ಕಡಿಮೆ ನಿಗದಿತ ಭೂಮಿಯಲ್ಲಿ ಸಿವಿಲ್ ಕಾಮಗಾರಿ ಆರಂಭಿಸಬೇಕು. ಕಟ್ಟಡ, ವಿದ್ಯುತ್ ಮತ್ತು	[330, 2157, 550, 2216]
subheading: ಯೋಜನೆಯು ಯಾವೆಲ್ಲ ಕೆಲಸ ಒಳಗೊಂಡಿರಲಿದೆ?	[372, 2115, 508, 2153]
issue-date: ದಿನಾಂಕ:27-05-2024 ಸೋಮವಾರ	[1242, 60, 1486, 81]
teeka-item	[420, 408, 656, 477]
nakshatra-label: ನಕ್ಷತ್ರ	[308, 1126, 328, 1139]
sunrise-time: 05.52 AM	[88, 723, 243, 748]
panchanga-box	[81, 342, 403, 1505]
